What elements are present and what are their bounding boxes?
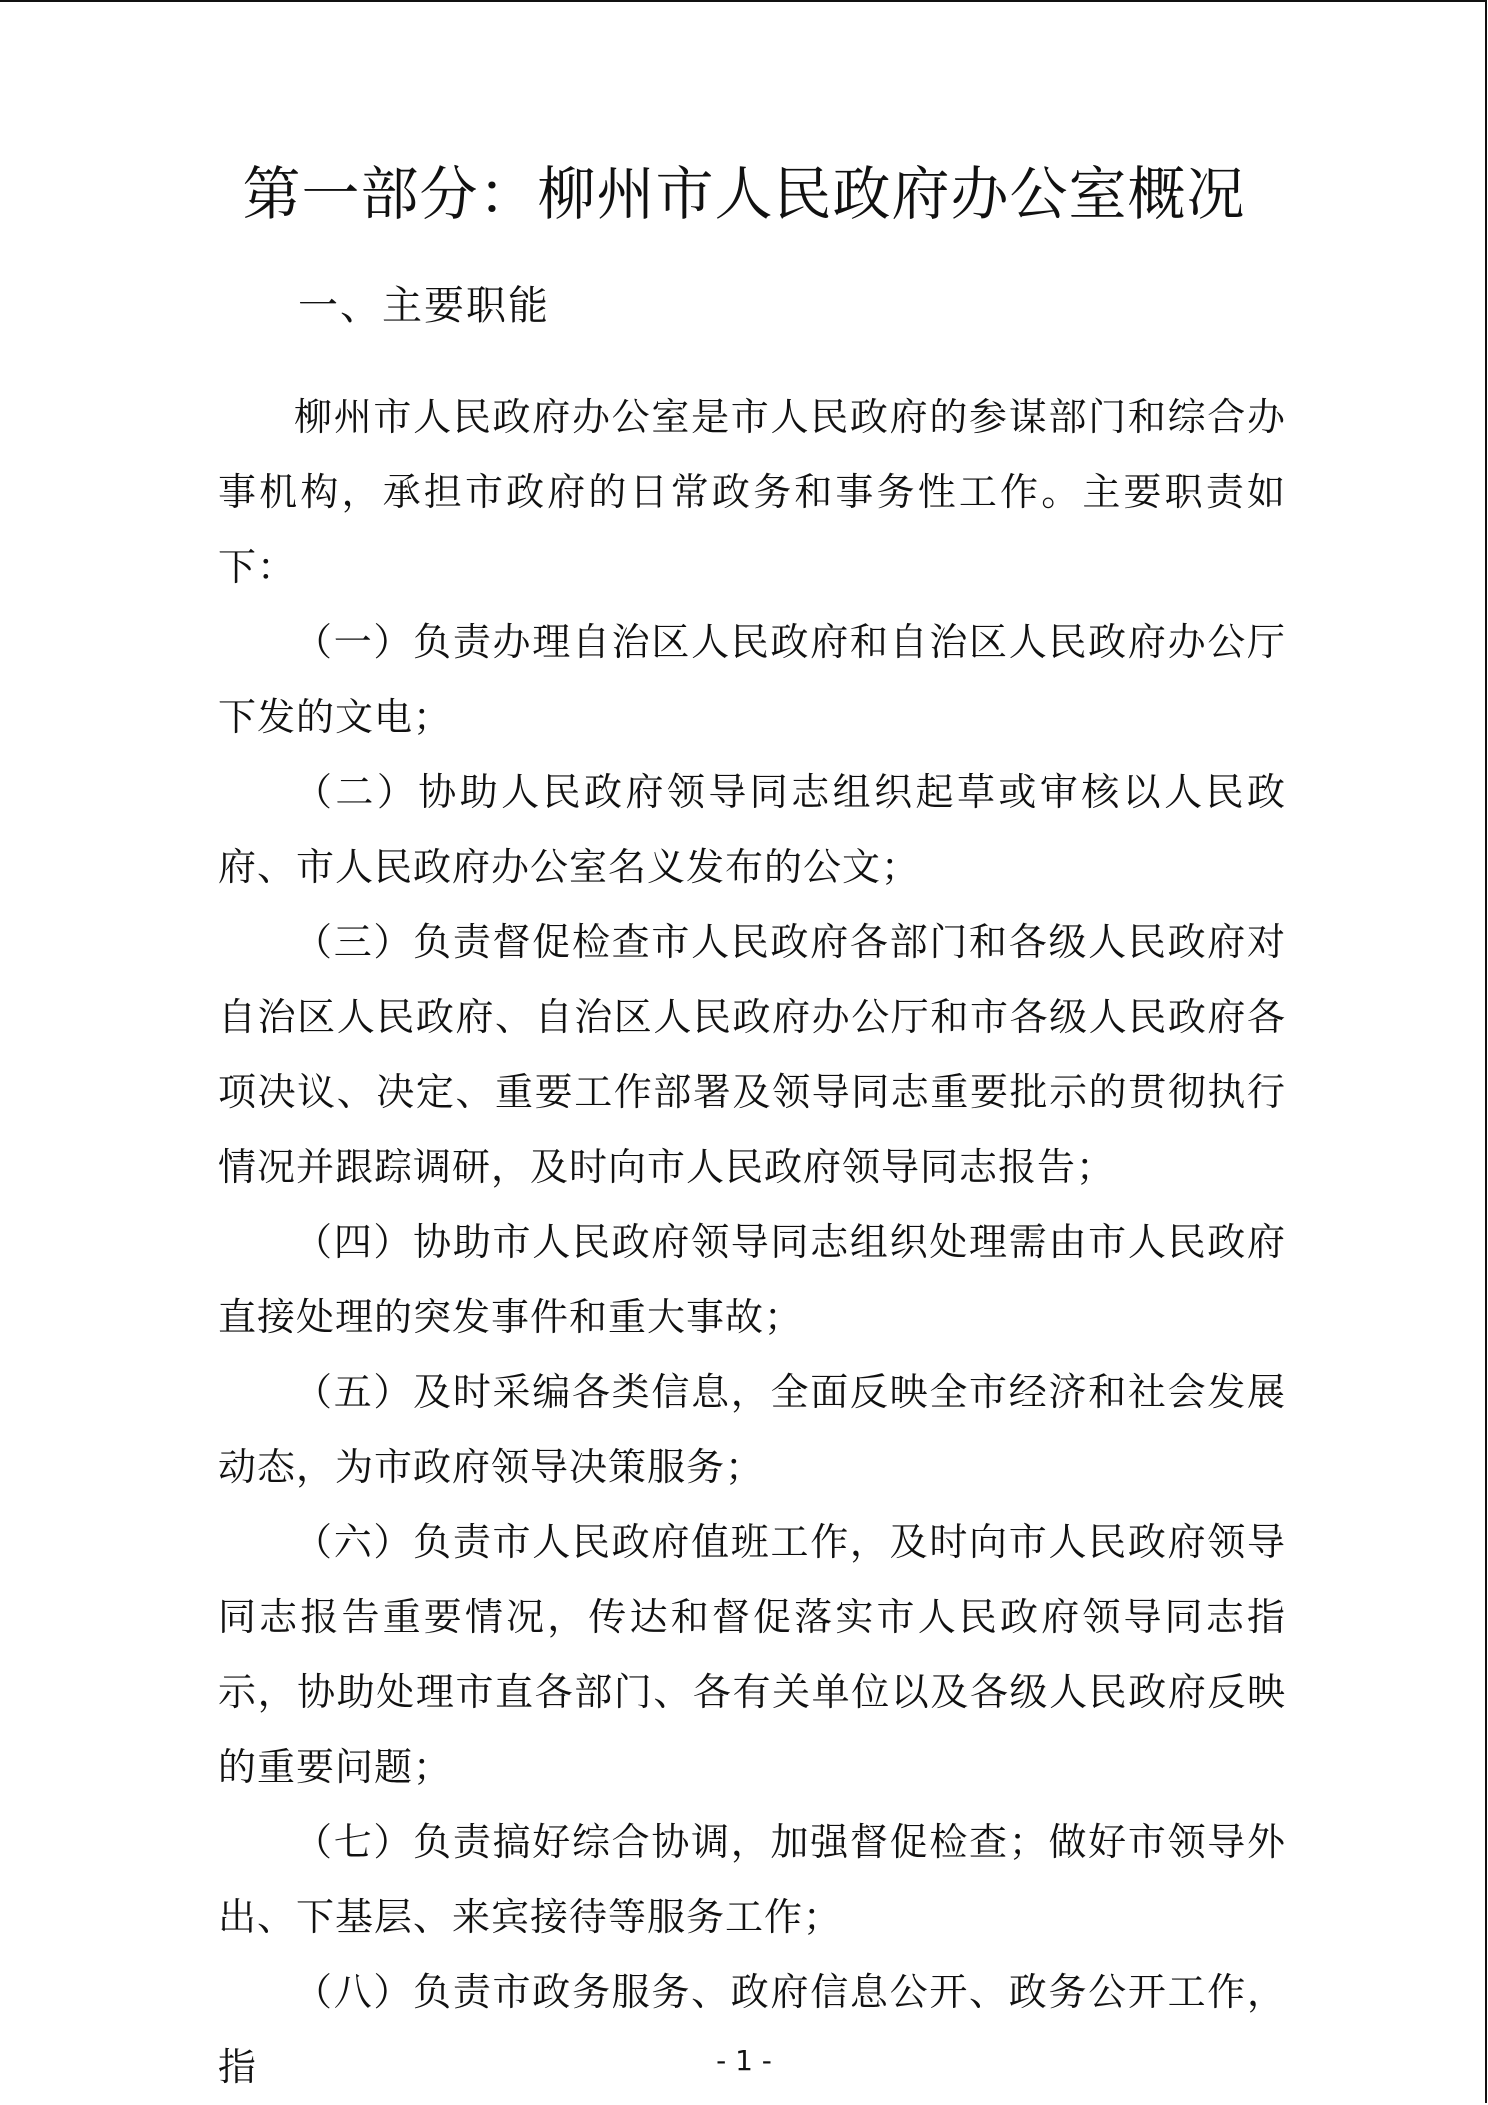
paragraph: 柳州市人民政府办公室是市人民政府的参谋部门和综合办事机构，承担市政府的日常政务和事务性工作。主要职责如下： xyxy=(218,395,1286,589)
paragraph: （四）协助市人民政府领导同志组织处理需由市人民政府直接处理的突发事件和重大事故； xyxy=(218,1220,1286,1339)
paragraph: （八）负责市政务服务、政府信息公开、政务公开工作，指 xyxy=(218,1970,1286,2089)
paragraph: （二）协助人民政府领导同志组织起草或审核以人民政府、市人民政府办公室名义发布的公文； xyxy=(218,770,1286,889)
paragraph: （五）及时采编各类信息，全面反映全市经济和社会发展动态，为市政府领导决策服务； xyxy=(218,1370,1286,1489)
body-text xyxy=(218,380,1286,2105)
paragraph: （一）负责办理自治区人民政府和自治区人民政府办公厅下发的文电； xyxy=(218,620,1286,739)
page-title: 第一部分：柳州市人民政府办公室概况 xyxy=(242,160,1246,228)
section-heading: 一、主要职能 xyxy=(298,283,550,329)
paragraph: （七）负责搞好综合协调，加强督促检查；做好市领导外出、下基层、来宾接待等服务工作； xyxy=(218,1820,1286,1939)
page-number: - 1 - xyxy=(716,2044,772,2077)
paragraph: （六）负责市人民政府值班工作，及时向市人民政府领导同志报告重要情况，传达和督促落实市人民政府领导同志指示，协助处理市直各部门、各有关单位以及各级人民政府反映的重要问题； xyxy=(218,1520,1286,1789)
paragraph: （三）负责督促检查市人民政府各部门和各级人民政府对自治区人民政府、自治区人民政府办公厅和市各级人民政府各项决议、决定、重要工作部署及领导同志重要批示的贯彻执行情况并跟踪调研，及时向市人民政府领导同志报告； xyxy=(218,920,1286,1189)
